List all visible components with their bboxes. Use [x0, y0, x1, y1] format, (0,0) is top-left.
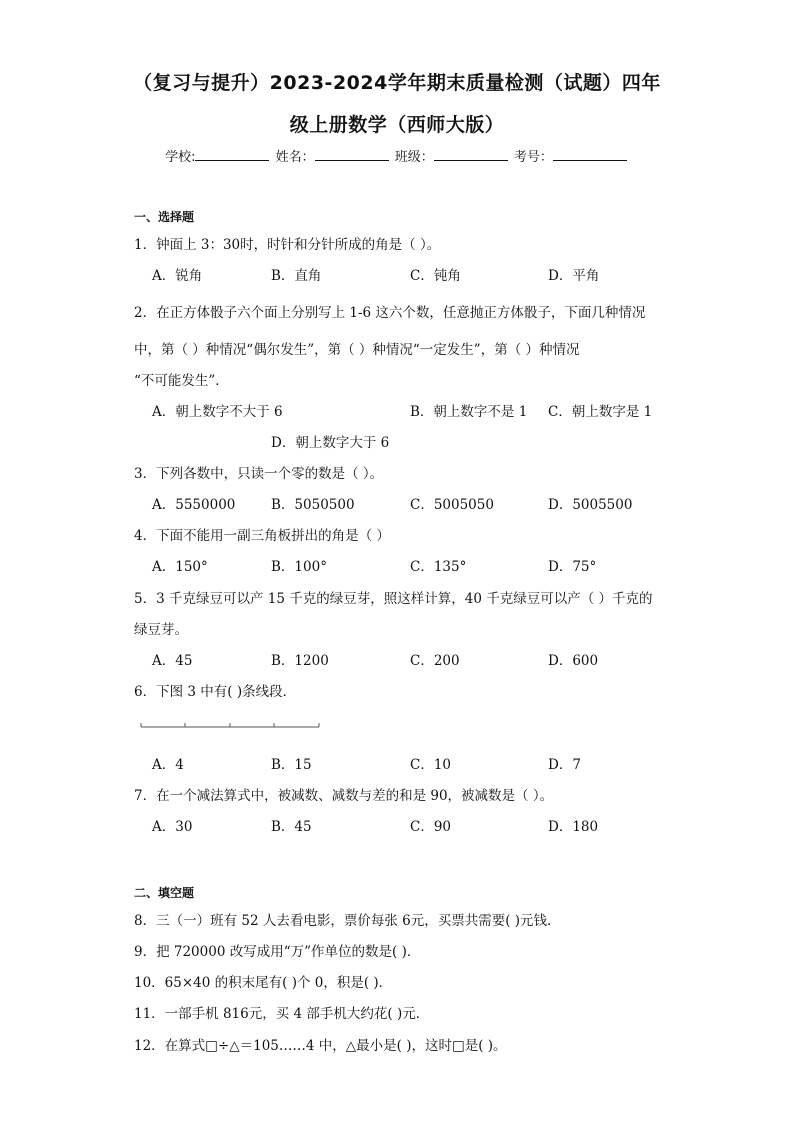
section-choice-heading: 一、选择题	[134, 210, 195, 224]
q5-option-b[interactable]: B．1200	[271, 653, 329, 669]
question-11: 11．一部手机 816元，买 4 部手机大约花( )元．	[134, 1006, 430, 1022]
q2-option-d[interactable]: D．朝上数字大于 6	[271, 435, 390, 451]
question-1: 1．钟面上 3：30时，时针和分针所成的角是（ ）。	[134, 237, 441, 253]
exam-no-blank[interactable]	[553, 148, 627, 161]
q7-option-a[interactable]: A．30	[152, 819, 193, 835]
q6-option-b[interactable]: B．15	[271, 757, 312, 773]
question-9: 9．把 720000 改写成用“万”作单位的数是( )．	[134, 944, 421, 960]
exam-no-label: 考号：	[513, 150, 553, 165]
question-6: 6．下图 3 中有( )条线段．	[134, 684, 297, 700]
q1-option-c[interactable]: C．钝角	[410, 268, 461, 284]
q5-option-d[interactable]: D．600	[548, 653, 599, 669]
school-label: 学校:	[165, 150, 196, 165]
q2-option-c[interactable]: C．朝上数字是 1	[548, 404, 653, 420]
q7-option-b[interactable]: B．45	[271, 819, 312, 835]
q2-option-a[interactable]: A．朝上数字不大于 6	[152, 404, 283, 420]
question-2-line1: 2．在正方体骰子六个面上分别写上 1-6 这六个数，任意抛正方体骰子，下面几种情况	[134, 305, 646, 321]
q1-option-b[interactable]: B．直角	[271, 268, 322, 284]
q6-option-c[interactable]: C．10	[410, 757, 452, 773]
q3-option-d[interactable]: D．5005500	[548, 497, 633, 513]
question-4: 4．下面不能用一副三角板拼出的角是（ ）	[134, 528, 390, 544]
question-5-line2: 绿豆芽。	[134, 622, 188, 638]
q7-option-d[interactable]: D．180	[548, 819, 599, 835]
q4-option-c[interactable]: C．135°	[410, 559, 467, 575]
name-blank[interactable]	[315, 148, 389, 161]
q5-option-a[interactable]: A．45	[152, 653, 193, 669]
question-2-line3: “不可能发生”．	[134, 373, 229, 389]
q1-option-d[interactable]: D．平角	[548, 268, 600, 284]
section-fill-heading: 二、填空题	[134, 886, 195, 900]
q3-option-c[interactable]: C．5005050	[410, 497, 494, 513]
student-info-row	[0, 146, 794, 165]
q7-option-c[interactable]: C．90	[410, 819, 452, 835]
question-2-line2: 中，第（ ）种情况“偶尔发生”，第（ ）种情况“一定发生”，第（ ）种情况	[134, 342, 580, 358]
class-label: 班级：	[394, 150, 434, 165]
exam-title-line2: 级上册数学（西师大版）	[289, 114, 505, 136]
question-7: 7．在一个减法算式中，被减数、减数与差的和是 90，被减数是（ ）。	[134, 788, 554, 804]
q3-option-b[interactable]: B．5050500	[271, 497, 355, 513]
question-8: 8．三（一）班有 52 人去看电影，票价每张 6元，买票共需要( )元钱．	[134, 913, 561, 929]
class-blank[interactable]	[434, 148, 508, 161]
q6-option-a[interactable]: A．4	[152, 757, 184, 773]
q6-option-d[interactable]: D．7	[548, 757, 581, 773]
question-3: 3．下列各数中，只读一个零的数是（ ）。	[134, 466, 384, 482]
q4-option-b[interactable]: B．100°	[271, 559, 327, 575]
exam-title-line1: （复习与提升）2023-2024学年期末质量检测（试题）四年	[133, 72, 661, 94]
q4-option-d[interactable]: D．75°	[548, 559, 597, 575]
name-label: 姓名：	[275, 150, 315, 165]
question-10: 10．65×40 的积末尾有( )个 0，积是( )．	[134, 975, 393, 991]
school-blank[interactable]	[195, 148, 269, 161]
question-5-line1: 5．3 千克绿豆可以产 15 千克的绿豆芽，照这样计算，40 千克绿豆可以产（ ）千克的	[134, 591, 653, 607]
q4-option-a[interactable]: A．150°	[152, 559, 208, 575]
q5-option-c[interactable]: C．200	[410, 653, 460, 669]
q1-option-a[interactable]: A．锐角	[152, 268, 203, 284]
q2-option-b[interactable]: B．朝上数字不是 1	[410, 404, 528, 420]
question-12: 12．在算式□÷△＝105……4 中，△最小是( )，这时□是( )。	[134, 1038, 507, 1054]
line-segment-figure	[140, 719, 320, 729]
q3-option-a[interactable]: A．5550000	[152, 497, 236, 513]
